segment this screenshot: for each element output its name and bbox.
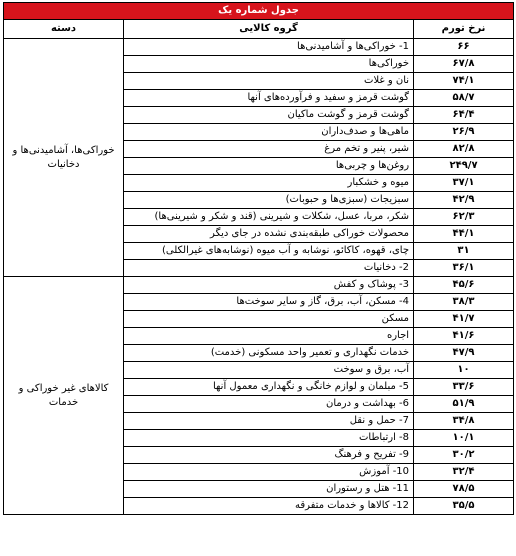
group-cell: نان و غلات: [124, 73, 414, 90]
rate-cell: ۴۲/۹: [414, 192, 514, 209]
category-cell: خوراکی‌ها، آشامیدنی‌ها و دخانیات: [4, 39, 124, 277]
group-cell: شیر، پنیر و تخم مرغ: [124, 141, 414, 158]
group-cell: گوشت قرمز و گوشت ماکیان: [124, 107, 414, 124]
rate-cell: ۸۲/۸: [414, 141, 514, 158]
group-cell: 12- کالاها و خدمات متفرقه: [124, 498, 414, 515]
rate-cell: ۴۱/۷: [414, 311, 514, 328]
group-cell: اجاره: [124, 328, 414, 345]
table-header-row: [4, 20, 514, 39]
group-cell: 10- آموزش: [124, 464, 414, 481]
group-cell: روغن‌ها و چربی‌ها: [124, 158, 414, 175]
group-cell: 9- تفریح و فرهنگ: [124, 447, 414, 464]
group-cell: خوراکی‌ها: [124, 56, 414, 73]
rate-cell: ۶۲/۳: [414, 209, 514, 226]
rate-cell: ۳۴/۸: [414, 413, 514, 430]
group-cell: گوشت قرمز و سفید و فرآورده‌های آنها: [124, 90, 414, 107]
group-cell: 2- دخانیات: [124, 260, 414, 277]
rate-cell: ۷۸/۵: [414, 481, 514, 498]
group-cell: شکر، مربا، عسل، شکلات و شیرینی (قند و شکر و شیرینی‌ها): [124, 209, 414, 226]
table-title: جدول شماره یک: [4, 3, 514, 20]
rate-cell: ۱۰/۱: [414, 430, 514, 447]
group-cell: محصولات خوراکی طبقه‌بندی نشده در جای دیگر: [124, 226, 414, 243]
group-cell: 7- حمل و نقل: [124, 413, 414, 430]
header-rate: نرخ تورم: [414, 20, 514, 39]
rate-cell: ۴۵/۶: [414, 277, 514, 294]
group-cell: 11- هتل و رستوران: [124, 481, 414, 498]
inflation-table: [3, 2, 514, 515]
rate-cell: ۶۶: [414, 39, 514, 56]
group-cell: 1- خوراکی‌ها و آشامیدنی‌ها: [124, 39, 414, 56]
rate-cell: ۲۶/۹: [414, 124, 514, 141]
group-cell: خدمات نگهداری و تعمیر واحد مسکونی (خدمت): [124, 345, 414, 362]
table-title-row: [4, 3, 514, 20]
rate-cell: ۳۲/۴: [414, 464, 514, 481]
table-row: [4, 39, 514, 56]
group-cell: 4- مسکن، آب، برق، گاز و سایر سوخت‌ها: [124, 294, 414, 311]
rate-cell: ۷۴/۱: [414, 73, 514, 90]
header-category: دسته: [4, 20, 124, 39]
inflation-table-container: [3, 2, 513, 515]
rate-cell: ۵۱/۹: [414, 396, 514, 413]
rate-cell: ۲۴۹/۷: [414, 158, 514, 175]
group-cell: 3- پوشاک و کفش: [124, 277, 414, 294]
header-group: گروه کالایی: [124, 20, 414, 39]
rate-cell: ۳۱: [414, 243, 514, 260]
rate-cell: ۶۷/۸: [414, 56, 514, 73]
rate-cell: ۳۰/۲: [414, 447, 514, 464]
group-cell: مسکن: [124, 311, 414, 328]
category-cell: کالاهای غیر خوراکی و خدمات: [4, 277, 124, 515]
group-cell: 5- مبلمان و لوازم خانگی و نگهداری معمول آنها: [124, 379, 414, 396]
group-cell: سبزیجات (سبزی‌ها و حبوبات): [124, 192, 414, 209]
rate-cell: ۳۵/۵: [414, 498, 514, 515]
rate-cell: ۴۷/۹: [414, 345, 514, 362]
rate-cell: ۳۷/۱: [414, 175, 514, 192]
rate-cell: ۴۴/۱: [414, 226, 514, 243]
rate-cell: ۵۸/۷: [414, 90, 514, 107]
group-cell: 8- ارتباطات: [124, 430, 414, 447]
group-cell: ماهی‌ها و صدف‌داران: [124, 124, 414, 141]
table-row: [4, 277, 514, 294]
rate-cell: ۳۶/۱: [414, 260, 514, 277]
rate-cell: ۳۸/۳: [414, 294, 514, 311]
group-cell: 6- بهداشت و درمان: [124, 396, 414, 413]
group-cell: چای، قهوه، کاکائو، نوشابه و آب میوه (نوشابه‌های غیرالکلی): [124, 243, 414, 260]
rate-cell: ۶۴/۴: [414, 107, 514, 124]
group-cell: میوه و خشکبار: [124, 175, 414, 192]
rate-cell: ۱۰: [414, 362, 514, 379]
rate-cell: ۳۳/۶: [414, 379, 514, 396]
group-cell: آب، برق و سوخت: [124, 362, 414, 379]
rate-cell: ۴۱/۶: [414, 328, 514, 345]
